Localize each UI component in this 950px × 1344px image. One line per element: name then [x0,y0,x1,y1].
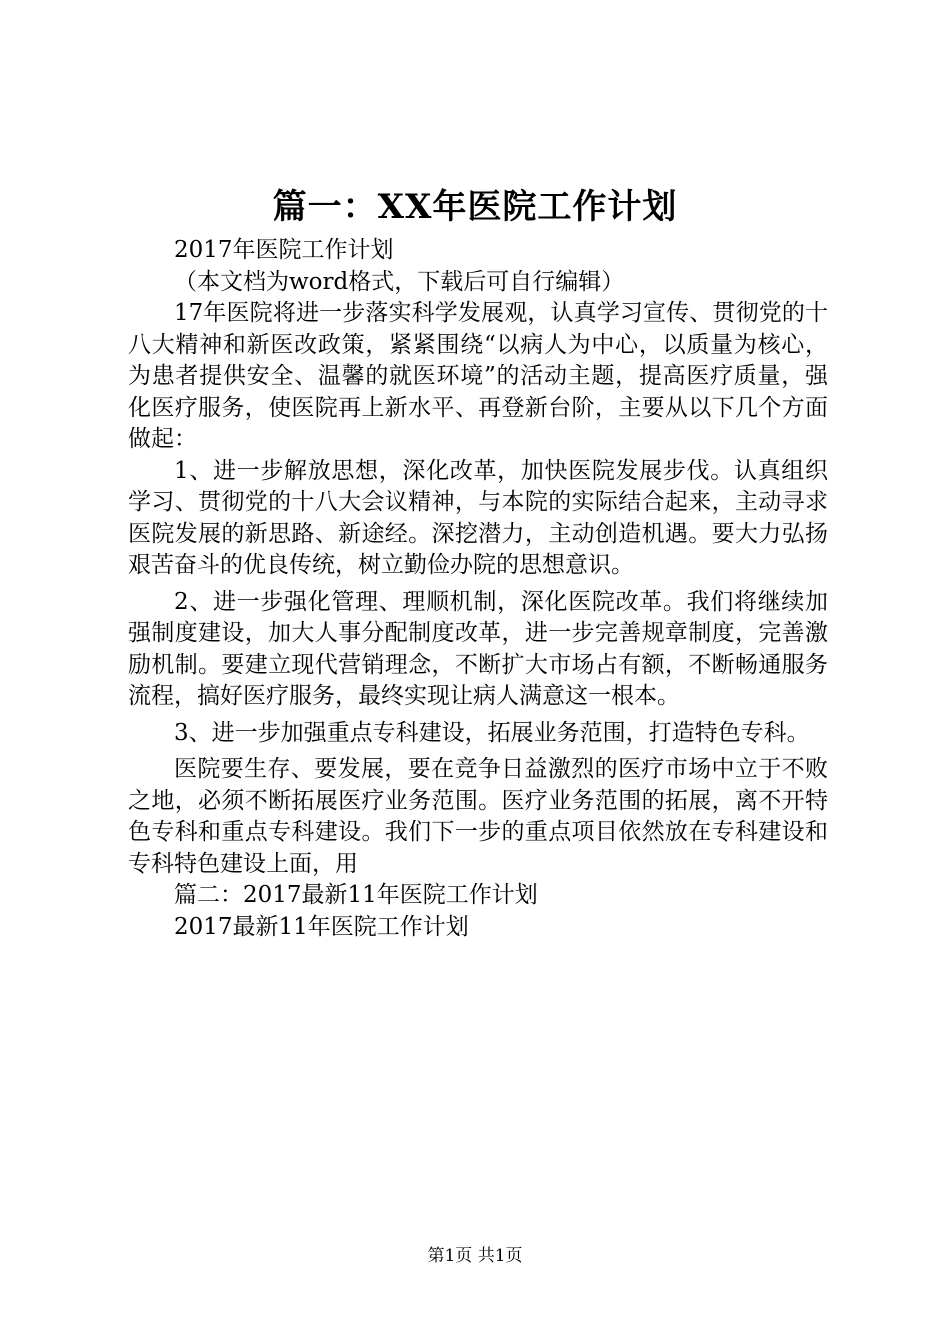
paragraph-intro: 17年医院将进一步落实科学发展观，认真学习宣传、贯彻党的十八大精神和新医改政策，紧紧围绕“以病人为中心，以质量为核心，为患者提供安全、温馨的就医环境”的活动主题，提高医疗质量，强化医疗服务，使医院再上新水平、再登新台阶，主要从以下几个方面做起： [128,300,828,452]
paragraph-item-2: 2、进一步强化管理、理顺机制，深化医院改革。我们将继续加强制度建设，加大人事分配制度改革，进一步完善规章制度，完善激励机制。要建立现代营销理念，不断扩大市场占有额，不断畅通服务流程，搞好医疗服务，最终实现让病人满意这一根本。 [128,588,828,709]
paragraph-item-3: 3、进一步加强重点专科建设，拓展业务范围，打造特色专科。 [174,719,810,746]
paragraph-part-two-heading: 篇二：2017最新11年医院工作计划 [174,882,538,908]
paragraph-part-two-title: 2017最新11年医院工作计划 [174,913,469,940]
document-title: 篇一：XX年医院工作计划 [272,187,678,227]
paragraph-specialty: 医院要生存、要发展，要在竞争日益激烈的医疗市场中立于不败之地，必须不断拓展医疗业务范围。医疗业务范围的拓展，离不开特色专科和重点专科建设。我们下一步的重点项目依然放在专科建设和专科特色建设上面，用 [128,756,828,877]
paragraph-format-note: （本文档为word格式，下载后可自行编辑） [174,268,625,295]
document-body [128,235,828,943]
paragraph-subtitle: 2017年医院工作计划 [174,237,394,263]
paragraph-item-1: 1、进一步解放思想，深化改革，加快医院发展步伐。认真组织学习、贯彻党的十八大会议精神，与本院的实际结合起来，主动寻求医院发展的新思路、新途经。深挖潜力，主动创造机遇。要大力弘扬艰苦奋斗的优良传统，树立勤俭办院的思想意识。 [128,457,828,578]
page-footer: 第1页 共1页 [427,1246,523,1266]
